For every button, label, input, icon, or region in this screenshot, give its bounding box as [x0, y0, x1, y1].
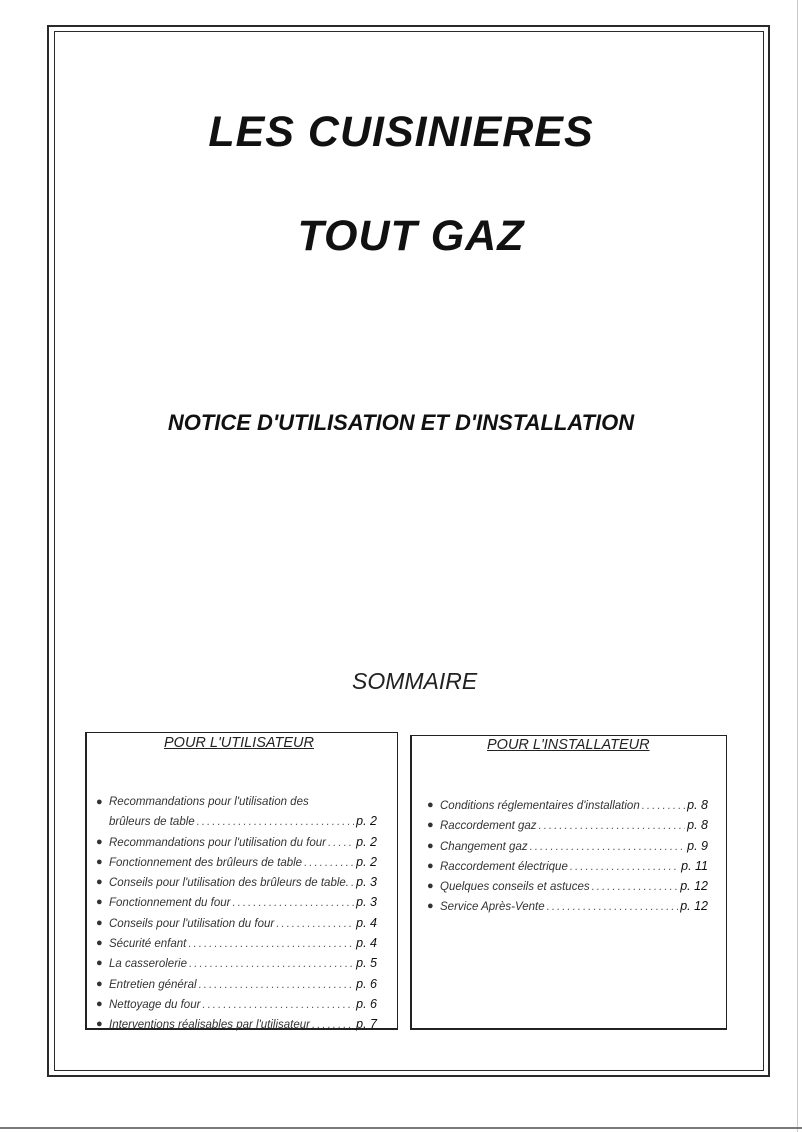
toc-item-page: p. 12 [680, 879, 708, 894]
summary-heading: SOMMAIRE [352, 668, 478, 694]
bullet-icon: ● [427, 900, 434, 913]
leader-dots [276, 915, 354, 934]
bullet-icon: ● [96, 796, 103, 808]
bullet-icon: ● [427, 799, 434, 811]
bullet-icon: ● [96, 855, 103, 868]
bullet-icon: ● [96, 876, 103, 889]
toc-item[interactable] [95, 914, 377, 934]
leader-dots [539, 817, 686, 836]
document-subtitle: NOTICE D'UTILISATION ET D'INSTALLATION [167, 410, 635, 435]
leader-dots [199, 976, 355, 995]
user-toc-list [95, 793, 377, 1036]
leader-dots [312, 1016, 354, 1035]
toc-item-page: p. 6 [356, 976, 377, 991]
toc-item-page: p. 6 [356, 996, 377, 1011]
toc-item[interactable] [426, 837, 708, 857]
bullet-icon: ● [427, 859, 434, 872]
toc-item-page: p. 2 [356, 834, 377, 849]
toc-item-label: Recommandations pour l'utilisation du four [109, 836, 326, 849]
toc-item-page: p. 12 [680, 899, 708, 914]
toc-item-label: Quelques conseils et astuces [440, 881, 590, 894]
toc-item-page: p. 4 [356, 915, 377, 930]
bullet-icon: ● [96, 835, 103, 848]
leader-dots [304, 854, 354, 873]
leader-dots [189, 955, 354, 974]
toc-item[interactable] [95, 1015, 377, 1035]
user-section-heading: POUR L'UTILISATEUR [164, 735, 314, 751]
bullet-icon: ● [96, 916, 103, 929]
toc-item[interactable] [95, 833, 377, 853]
toc-item-page: p. 5 [356, 956, 377, 971]
toc-item[interactable] [426, 877, 708, 897]
toc-item[interactable] [426, 796, 708, 816]
toc-item[interactable] [426, 897, 708, 917]
toc-item-page: p. 8 [687, 818, 708, 833]
toc-item[interactable] [95, 793, 377, 833]
installer-toc-box [410, 735, 727, 1030]
bullet-icon: ● [96, 937, 103, 950]
leader-dots [232, 894, 354, 913]
bullet-icon: ● [427, 819, 434, 832]
toc-item-page: p. 2 [356, 814, 377, 829]
toc-item-page: p. 3 [356, 895, 377, 910]
toc-item-label: Entretien général [109, 978, 197, 991]
toc-item[interactable] [426, 857, 708, 877]
toc-item-label: Conseils pour l'utilisation des brûleurs de table. [109, 877, 349, 890]
bullet-icon: ● [96, 997, 103, 1010]
toc-item-label: brûleurs de table [109, 816, 195, 829]
bullet-icon: ● [96, 977, 103, 990]
toc-item[interactable] [95, 975, 377, 995]
toc-item-page: p. 3 [356, 875, 377, 890]
user-toc-box [85, 732, 398, 1030]
scan-edge-right [797, 0, 798, 1132]
scan-edge-bottom [0, 1127, 802, 1129]
leader-dots [188, 935, 354, 954]
toc-item-page: p. 7 [356, 1017, 377, 1032]
toc-item-page: p. 8 [687, 798, 708, 812]
toc-item-label: Conditions réglementaires d'installation [440, 800, 640, 812]
leader-dots [202, 996, 354, 1015]
toc-item-page: p. 9 [687, 838, 708, 853]
toc-item-label: Fonctionnement des brûleurs de table [109, 856, 303, 869]
toc-item[interactable] [95, 995, 377, 1015]
toc-item[interactable] [95, 934, 377, 954]
document-title-line1: LES CUISINIERES [208, 108, 594, 156]
toc-item[interactable] [95, 853, 377, 873]
toc-item-label: Nettoyage du four [109, 998, 201, 1011]
toc-item-page: p. 2 [356, 854, 377, 869]
toc-item-page: p. 11 [681, 858, 708, 873]
toc-item-label: Conseils pour l'utilisation du four [109, 917, 275, 930]
bullet-icon: ● [427, 839, 434, 852]
installer-toc-list [426, 796, 708, 918]
bullet-icon: ● [96, 957, 103, 970]
toc-item[interactable] [95, 873, 377, 893]
toc-item[interactable] [426, 816, 708, 836]
bullet-icon: ● [96, 1018, 103, 1031]
leader-dots [570, 858, 679, 877]
installer-section-heading: POUR L'INSTALLATEUR [487, 737, 650, 753]
toc-item-label: Raccordement gaz [440, 820, 537, 833]
toc-item-label: Raccordement électrique [440, 860, 568, 873]
leader-dots [530, 838, 686, 857]
toc-item-page: p. 4 [356, 936, 377, 951]
toc-item-label: Interventions réalisables par l'utilisateur [109, 1019, 310, 1032]
toc-item[interactable] [95, 954, 377, 974]
toc-item-label: Service Après-Vente [440, 901, 545, 914]
toc-item[interactable] [95, 893, 377, 913]
leader-dots [328, 834, 354, 853]
toc-item-label: Changement gaz [440, 840, 528, 853]
toc-item-label: Sécurité enfant [109, 938, 187, 951]
toc-item-label-line1: Recommandations pour l'utilisation des [109, 796, 309, 808]
toc-item-label: Fonctionnement du four [109, 897, 231, 910]
leader-dots [197, 813, 354, 832]
leader-dots [592, 878, 679, 897]
toc-item-label: La casserolerie [109, 958, 187, 971]
bullet-icon: ● [427, 880, 434, 893]
leader-dots [351, 874, 354, 893]
bullet-icon: ● [96, 896, 103, 909]
leader-dots [642, 797, 685, 816]
leader-dots [547, 898, 679, 917]
document-title-line2: TOUT GAZ [297, 212, 525, 260]
